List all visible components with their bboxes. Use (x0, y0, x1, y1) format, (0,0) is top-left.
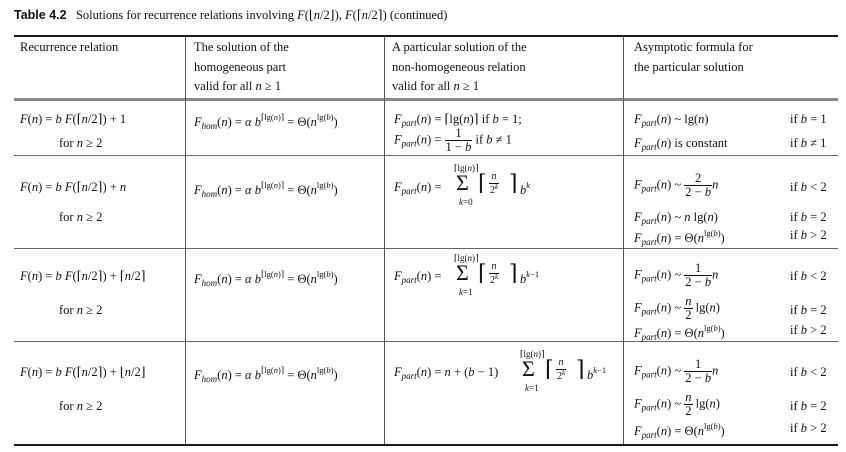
row2-relation: F(n) = b F(⌈n/2⌉) + n (20, 180, 127, 194)
header-rule (14, 98, 838, 101)
col-divider-1 (185, 36, 186, 444)
row4-particular-lhs: $F_{part}(n) = n + (b - 1)$ (394, 365, 499, 381)
row2-asym-3: $F_{part}(n) = \Theta(n^{lg(b)})$ (634, 228, 725, 247)
row2-asym-1: $F_{part}(n)$ ~ $\frac{2}{2 - b}$ n (634, 171, 719, 200)
row3-term: $\frac{n}{2^k}$ (490, 261, 499, 286)
row3-asym-1: $F_{part}(n)$ ~ $\frac{1}{2 - b}$ n (634, 261, 719, 290)
row3-sum-sigma: Σ (456, 260, 469, 285)
row3-particular-lhs: $F_{part}(n)$ = (394, 269, 442, 285)
row-rule-2 (14, 248, 838, 249)
row3-homogeneous: $F_{hom}(n) = \alpha$ $b^{⌈lg(n)⌉} = \Theta(n^{lg(b)})$ (194, 269, 338, 288)
row2-homogeneous: $F_{hom}(n) = \alpha$ $b^{⌈lg(n)⌉} = \Theta(n^{lg(b)})$ (194, 180, 338, 199)
row2-condition: for n ≥ 2 (59, 210, 103, 224)
row3-power: $b^{k-1}$ (520, 269, 540, 286)
row4-ceil-right: ⌉ (576, 356, 585, 381)
row4-sum-lower: k=1 (525, 383, 539, 393)
row4-sum-sigma: Σ (522, 356, 535, 381)
row3-asym-2: $F_{part}(n)$ ~ $\frac{n}{2}$ lg(n) (634, 294, 720, 323)
bottom-rule (14, 444, 838, 446)
row4-term: $\frac{n}{2^k}$ (557, 357, 566, 382)
header-recurrence: Recurrence relation (20, 40, 119, 54)
col-divider-3 (623, 36, 624, 444)
row4-case-1: if b < 2 (790, 365, 827, 379)
row1-fraction: $\frac{1}{1 - b}$ (445, 126, 472, 155)
row4-case-3: if b > 2 (790, 421, 827, 435)
row2-sum-upper: ⌈lg(n)⌉ (454, 163, 479, 173)
row4-power: $b^{k-1}$ (587, 365, 607, 382)
row4-condition: for n ≥ 2 (59, 399, 103, 413)
row3-sum-lower: k=1 (459, 287, 473, 297)
row1-particular-line1: $F_{part}(n)$ = ⌈lg(n)⌉ if b = 1; (394, 112, 522, 128)
row1-relation: F(n) = b F(⌈n/2⌉) + 1 (20, 112, 127, 126)
row1-case-1: if b = 1 (790, 112, 827, 126)
row4-ceil-left: ⌈ (545, 356, 554, 381)
row3-asym-3: $F_{part}(n) = \Theta(n^{lg(b)})$ (634, 323, 725, 342)
row3-relation: F(n) = b F(⌈n/2⌉) + ⌈n/2⌉ (20, 269, 146, 283)
row2-sum-sigma: Σ (456, 170, 469, 195)
table-caption-text: Solutions for recurrence relations involving F(⌊n/2⌋), F(⌈n/2⌉) (continued) (69, 8, 448, 22)
header-particular: A particular solution of the non-homogeneous relation valid for all n ≥ 1 (392, 40, 527, 93)
row3-case-1: if b < 2 (790, 269, 827, 283)
row2-case-1: if b < 2 (790, 180, 827, 194)
row2-ceil-right: ⌉ (509, 170, 518, 195)
row4-asym-3: $F_{part}(n) = \Theta(n^{lg(b)})$ (634, 421, 725, 440)
row2-term: $\frac{n}{2^k}$ (490, 171, 499, 196)
row4-case-2: if b = 2 (790, 399, 827, 413)
row3-ceil-right: ⌉ (509, 260, 518, 285)
row3-ceil-left: ⌈ (478, 260, 487, 285)
row4-asym-2: $F_{part}(n)$ ~ $\frac{n}{2}$ lg(n) (634, 390, 720, 419)
header-asymptotic: Asymptotic formula for the particular solution (634, 40, 753, 74)
row2-asym-2: $F_{part}(n)$ ~ n lg(n) (634, 210, 718, 226)
row2-case-3: if b > 2 (790, 228, 827, 242)
row2-particular-lhs: $F_{part}(n)$ = (394, 180, 442, 196)
row3-case-3: if b > 2 (790, 323, 827, 337)
row2-power: $b^k$ (520, 180, 531, 197)
row4-sum-upper: ⌈lg(n)⌉ (520, 349, 545, 359)
row2-sum-lower: k=0 (459, 197, 473, 207)
row3-sum-upper: ⌈lg(n)⌉ (454, 253, 479, 263)
row1-asym-1: $F_{part}(n)$ ~ lg(n) (634, 112, 709, 128)
row2-case-2: if b = 2 (790, 210, 827, 224)
top-rule (14, 35, 838, 37)
row2-ceil-left: ⌈ (478, 170, 487, 195)
table-number: Table 4.2 (14, 8, 67, 22)
header-homogeneous: The solution of the homogeneous part valid for all n ≥ 1 (194, 40, 289, 93)
row3-case-2: if b = 2 (790, 303, 827, 317)
row4-relation: F(n) = b F(⌈n/2⌉) + ⌊n/2⌋ (20, 365, 146, 379)
row4-homogeneous: $F_{hom}(n) = \alpha$ $b^{⌈lg(n)⌉} = \Theta(n^{lg(b)})$ (194, 365, 338, 384)
row1-case-2: if b ≠ 1 (790, 136, 827, 150)
row-rule-1 (14, 155, 838, 156)
col-divider-2 (384, 36, 385, 444)
row1-asym-2: $F_{part}(n)$ is constant (634, 136, 728, 152)
row3-condition: for n ≥ 2 (59, 303, 103, 317)
row1-homogeneous: $F_{hom}(n) = \alpha$ $b^{⌈lg(n)⌉} = \Theta(n^{lg(b)})$ (194, 112, 338, 131)
row1-particular-line2: $F_{part}(n)$ = $\frac{1}{1 - b}$ if b ≠ 1 (394, 126, 512, 155)
row1-condition: for n ≥ 2 (59, 136, 103, 150)
row4-asym-1: $F_{part}(n)$ ~ $\frac{1}{2 - b}$ n (634, 357, 719, 386)
table-caption (14, 7, 447, 23)
